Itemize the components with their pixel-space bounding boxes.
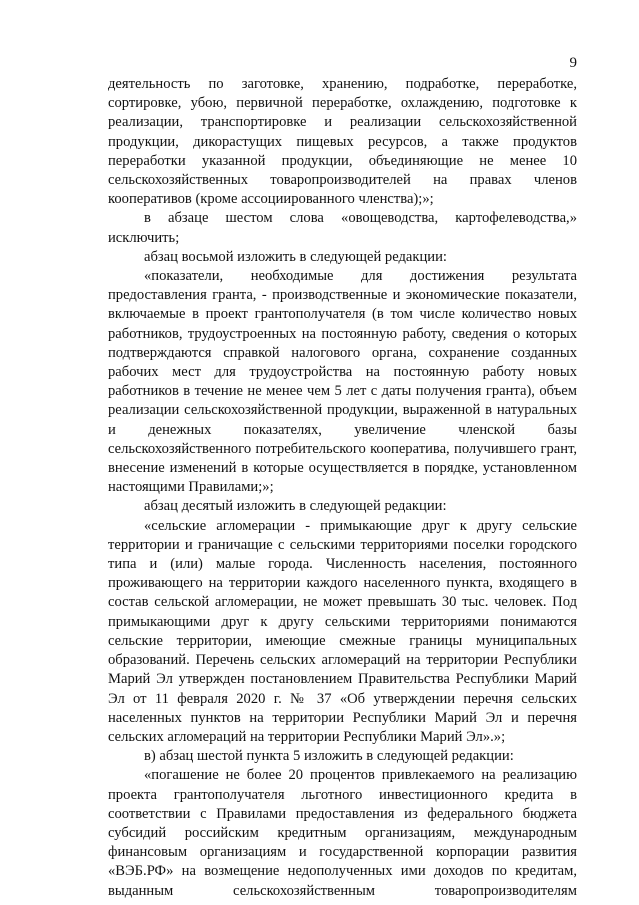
paragraph-indicators-definition: «показатели, необходимые для достижения результата предоставления гранта, - производственные и экономические показатели, включаемые в проект грантополучателя (в том числе количество новых работников, трудоустроенных на постоянную работу, сведения о которых подтверждаются справкой налогового органа, сохранение созданных рабочих мест для трудоустройства на постоянную работу новых работников в течение не менее чем 5 лет с даты получения гранта), объем реализации сельскохозяйственной продукции, выраженной в натуральных и денежных показателях, увеличение членской базы сельскохозяйственного потребительского кооператива, получившего грант, внесение изменений в которые осуществляется в порядке, установленном настоящими Правилами;»;: [108, 268, 577, 496]
body-text: [108, 75, 577, 901]
paragraph-amendment-abzac-6: в абзаце шестом слова «овощеводства, картофелеводства,» исключить;: [108, 210, 577, 246]
page-number: 9: [569, 55, 577, 71]
paragraph-rural-agglomerations-definition: «сельские агломерации - примыкающие друг к другу сельские территории и граничащие с сельскими территориями поселки городского типа и (или) малые города. Численность населения, постоянного проживающего на территории каждого населенного пункта, входящего в состав сельской агломерации, не может превышать 30 тыс. человек. Под примыкающими друг к другу сельскими территориями понимаются сельские территории, имеющие смежные границы муниципальных образований. Перечень сельских агломераций на территории Республики Марий Эл утвержден постановлением Правительства Республики Марий Эл от 11 февраля 2020 г. № 37 «Об утверждении перечня сельских населенных пунктов на территории Республики Марий Эл и перечня сельских агломераций на территории Республики Марий Эл».»;: [108, 517, 577, 745]
paragraph-amendment-point-5-intro: в) абзац шестой пункта 5 изложить в следующей редакции:: [144, 748, 514, 765]
paragraph-amendment-abzac-8-intro: абзац восьмой изложить в следующей редакции:: [144, 248, 447, 265]
paragraph-loan-repayment-definition: «погашение не более 20 процентов привлекаемого на реализацию проекта грантополучателя льготного инвестиционного кредита в соответствии с Правилами предоставления из федерального бюджета субсидий российским кредитным организациям, международным финансовым организациям и государственной корпорации развития «ВЭБ.РФ» на возмещение недополученных ими доходов по кредитам, выданным сельскохозяйственным товаропроизводителям: [108, 767, 577, 899]
paragraph-amendment-abzac-10-intro: абзац десятый изложить в следующей редакции:: [144, 498, 447, 515]
paragraph-continuation: деятельность по заготовке, хранению, подработке, переработке, сортировке, убою, первичной переработке, охлаждению, подготовке к реализации, транспортировке и реализации сельскохозяйственной продукции, дикорастущих пищевых ресурсов, а также продуктов переработки указанной продукции, объединяющие не менее 10 сельскохозяйственных товаропроизводителей на правах членов кооперативов (кроме ассоциированного членства);»;: [108, 76, 577, 208]
